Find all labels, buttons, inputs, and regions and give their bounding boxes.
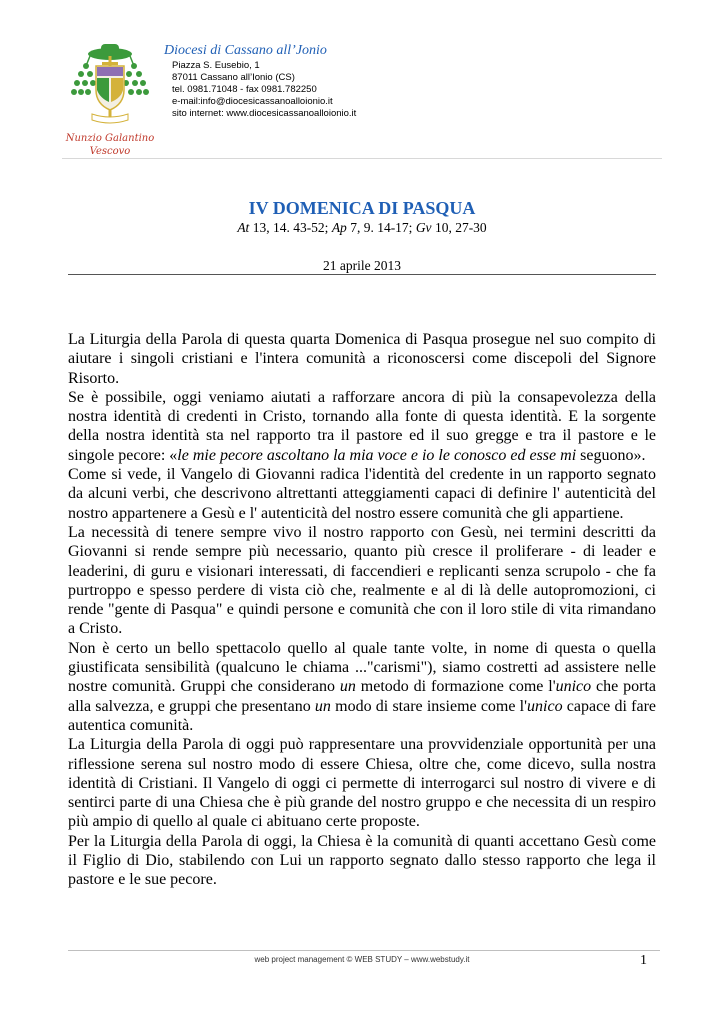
paragraph: La Liturgia della Parola di questa quarta Domenica di Pasqua prosegue nel suo compito di aiutare i singoli cristiani e l'intera comunità a riconoscersi come discepoli del Signore Risorto. [68, 331, 656, 387]
paragraph: Se è possibile, oggi veniamo aiutati a rafforzare ancora di più la consapevolezza della nostra identità di credenti in Cristo, tornando alla fonte di questa identità. E la sorgente della nostra identità sta nel rapporto tra il pastore ed il suo gregge e tra il pastore e le singole pecore: «le mie pecore ascoltano la mia voce e io le conosco ed esse mi seguono». [68, 388, 656, 464]
paragraph: Non è certo un bello spettacolo quello al quale tante volte, in nome di questa o quella giustificata sensibilità (qualcuno le chiama ..."carismi"), siamo costretti ad assistere nelle nostre comunità. Gruppi che considerano un metodo di formazione come l'unico che porta alla salvezza, e gruppi che presentano un modo di stare insieme come l'unico capace di fare autentica comunità. [68, 639, 657, 734]
title-divider [68, 274, 656, 275]
page-number: 1 [640, 953, 647, 968]
ref-ap: 7, 9. 14-17; [346, 220, 416, 235]
footer-credit: web project management © WEB STUDY – www.webstudy.it [254, 955, 470, 964]
paragraph: Per la Liturgia della Parola di oggi, la Chiesa è la comunità di quanti accettano Gesù come il Figlio di Dio, stabilendo con Lui un rapporto segnato dallo stesso rapporto che lega il pastore e le sue pecore. [68, 832, 656, 889]
homily-date: 21 aprile 2013 [323, 258, 401, 273]
ref-gv: 10, 27-30 [431, 220, 487, 235]
ref-at-abbr: At [237, 220, 250, 235]
ref-ap-abbr: Ap [331, 220, 347, 235]
gospel-quote: le mie pecore ascoltano la mia voce e io le conosco ed esse mi [177, 446, 577, 464]
address-website: sito internet: www.diocesicassanoalloionio.it [172, 108, 357, 119]
paragraph: La Liturgia della Parola di oggi può rappresentare una provvidenziale opportunità per una riflessione serena sul nostro modo di essere Chiesa, oltre che, come dicevo, sulla nostra identità di Cristiani. Il Vangelo di oggi ci permette di interrogarci sul nostro di vivere e di sentirci parte di una Chiesa che è più grande del nostro gruppo e che necessita di un respiro più ampio di quello al quale ci abituano certe proposte. [68, 736, 656, 831]
paragraph: La necessità di tenere sempre vivo il nostro rapporto con Gesù, nei termini descritti da Giovanni si rende sempre più necessario, quanto più cresce il proliferare - di leader e leaderini, di guru e visionari interessati, di faccendieri e replicanti senza scrupolo - che fa purtroppo e spesso perdere di vista ciò che, realmente e al di là delle autopromozioni, ci rende "gente di Pasqua" e quindi persone e comunità che con il loro stile di vita rimandano a Cristo. [68, 523, 656, 638]
coat-of-arms-icon [68, 42, 152, 128]
paragraph: Come si vede, il Vangelo di Giovanni radica l'identità del credente in un rapporto segnato da alcuni verbi, che descrivono altrettanti atteggiamenti capaci di definire l' autenticità del nostro appartenere a Gesù e l' autenticità del nostro essere comunità che gli appartiene. [68, 466, 656, 522]
ref-gv-abbr: Gv [415, 220, 432, 235]
header-divider [62, 158, 662, 159]
homily-body [68, 330, 656, 890]
address-email: e-mail:info@diocesicassanoalloionio.it [172, 96, 333, 107]
bishop-name: Nunzio Galantino [65, 133, 155, 144]
ref-at: 13, 14. 43-52; [249, 220, 332, 235]
diocese-name: Diocesi di Cassano all’Jonio [164, 43, 327, 58]
bishop-signature [62, 132, 158, 158]
address-city: 87011 Cassano all’Ionio (CS) [172, 72, 295, 83]
address-street: Piazza S. Eusebio, 1 [172, 60, 260, 71]
scripture-references [0, 220, 724, 236]
page-title: IV DOMENICA DI PASQUA [248, 198, 476, 218]
footer-divider [68, 950, 660, 951]
address-block [172, 60, 356, 120]
address-phone: tel. 0981.71048 - fax 0981.782250 [172, 84, 317, 95]
bishop-title: Vescovo [89, 146, 131, 157]
